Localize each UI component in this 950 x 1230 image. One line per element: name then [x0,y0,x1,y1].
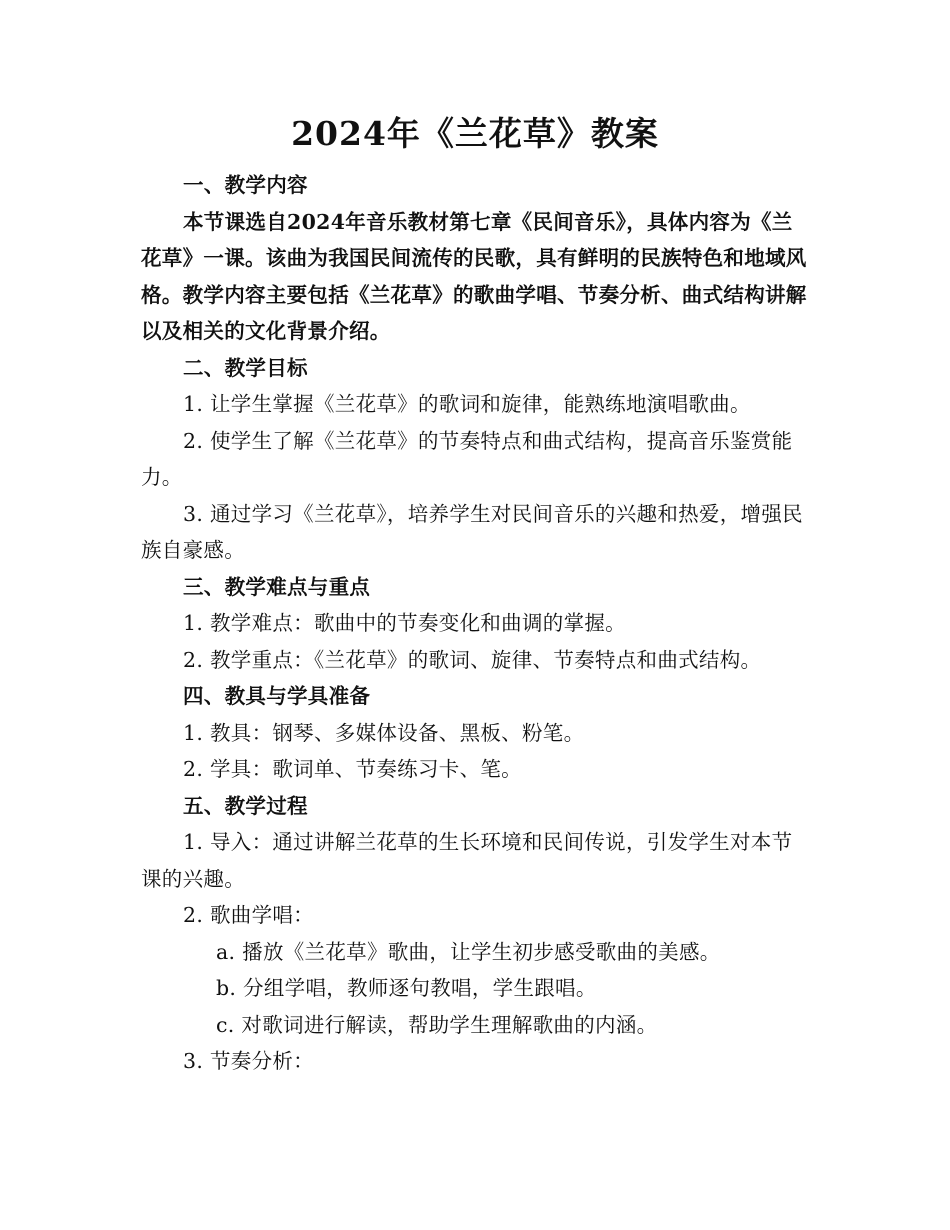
process-item: 3. 节奏分析： [183,1049,314,1073]
process-subitem: a. 播放《兰花草》歌曲，让学生初步感受歌曲的美感。 [216,939,721,964]
teaching-content-paragraph: 本节课选自2024年音乐教材第七章《民间音乐》，具体内容为《兰花草》一课。该曲为我国民间流传的民歌，具有鲜明的民族特色和地域风格。教学内容主要包括《兰花草》的歌曲学唱、节奏分析、曲式结构讲解以及相关的文化背景介绍。 [141,209,807,343]
goal-item: 3. 通过学习《兰花草》，培养学生对民间音乐的兴趣和热爱，增强民族自豪感。 [141,501,803,562]
difficulty-item: 1. 教学难点：歌曲中的节奏变化和曲调的掌握。 [183,611,626,635]
materials-item: 2. 学具：歌词单、节奏练习卡、笔。 [183,757,522,781]
document-body [141,167,809,1080]
document-title: 2024年《兰花草》教案 [291,114,659,153]
goal-item: 1. 让学生掌握《兰花草》的歌词和旋律，能熟练地演唱歌曲。 [183,392,751,416]
process-subitem: b. 分组学唱，教师逐句教唱，学生跟唱。 [216,976,597,1000]
process-item: 2. 歌曲学唱： [183,903,314,927]
section-heading-process: 五、教学过程 [183,793,308,818]
section-heading-materials: 四、教具与学具准备 [183,684,371,708]
materials-item: 1. 教具：钢琴、多媒体设备、黑板、粉笔。 [183,720,585,745]
process-item: 1. 导入：通过讲解兰花草的生长环境和民间传说，引发学生对本节课的兴趣。 [141,830,793,891]
section-heading-teaching-goals: 二、教学目标 [183,355,308,380]
section-heading-difficulties: 三、教学难点与重点 [183,574,371,599]
process-subitem: c. 对歌词进行解读，帮助学生理解歌曲的内涵。 [216,1012,658,1037]
goal-item: 2. 使学生了解《兰花草》的节奏特点和曲式结构，提高音乐鉴赏能力。 [141,428,793,489]
section-heading-teaching-content: 一、教学内容 [183,173,308,197]
difficulty-item: 2. 教学重点：《兰花草》的歌词、旋律、节奏特点和曲式结构。 [183,647,762,672]
